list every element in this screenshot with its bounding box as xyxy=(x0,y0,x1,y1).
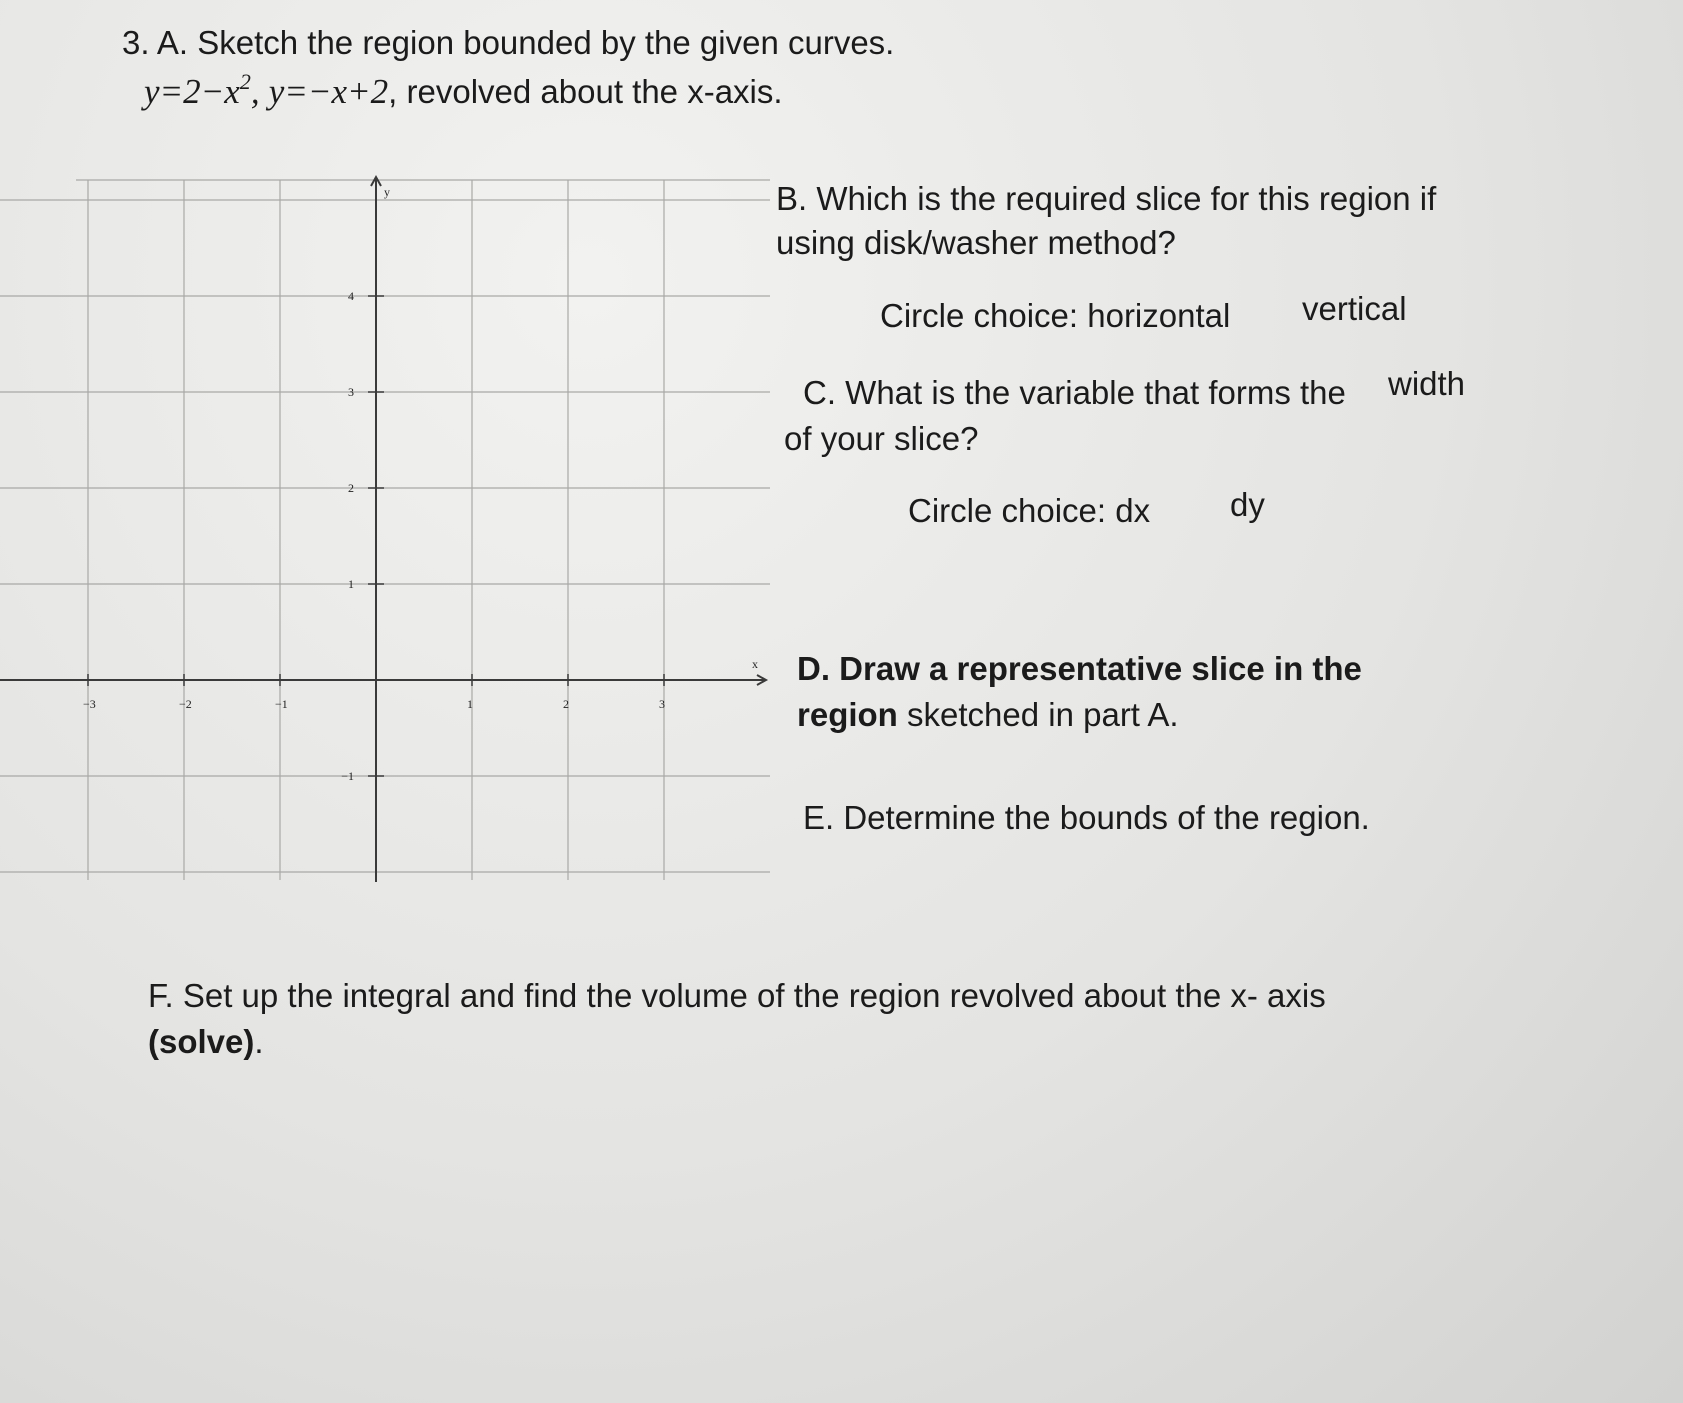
part-a-prompt: 3. A. Sketch the region bounded by the given curves. xyxy=(122,24,895,61)
x-tick-label: 1 xyxy=(467,697,473,711)
y-tick-label: −1 xyxy=(341,769,354,783)
part-f-prompt-line1: F. Set up the integral and find the volume of the region revolved about the x- axis xyxy=(148,977,1326,1014)
x-tick-label: 3 xyxy=(659,697,665,711)
part-b-choice-horizontal[interactable]: Circle choice: horizontal xyxy=(880,297,1231,334)
part-c-prompt-width: width xyxy=(1388,365,1466,402)
part-f-prompt-line2: (solve). xyxy=(148,1023,264,1060)
part-c-choice-dx[interactable]: Circle choice: dx xyxy=(908,492,1151,529)
part-a-revolution: , revolved about the x-axis. xyxy=(388,73,783,110)
part-c-choice-dy[interactable]: dy xyxy=(1230,486,1265,523)
grid-lines xyxy=(0,180,770,880)
part-b-prompt-line1: B. Which is the required slice for this region if xyxy=(776,180,1437,217)
part-c-prompt-line1: C. What is the variable that forms the xyxy=(803,374,1346,411)
part-a-equations: $y=2-x^2$, y=−x+2, revolved about the x-axis. xyxy=(144,69,783,111)
part-b-prompt-line2: using disk/washer method? xyxy=(776,224,1176,261)
coordinate-grid[interactable] xyxy=(0,170,780,890)
part-e-prompt: E. Determine the bounds of the region. xyxy=(803,799,1370,836)
y-tick-labels xyxy=(341,289,384,783)
part-d-prompt-line1: D. Draw a representative slice in the xyxy=(797,650,1362,687)
y-tick-label: 4 xyxy=(348,289,354,303)
x-tick-label: −3 xyxy=(83,697,96,711)
y-tick-label: 3 xyxy=(348,385,354,399)
x-axis-label: x xyxy=(752,657,758,671)
part-c-prompt-line2: of your slice? xyxy=(784,420,979,457)
y-axis-label: y xyxy=(384,185,390,199)
curve-2: y=−x+2 xyxy=(268,72,389,111)
x-tick-label: −1 xyxy=(275,697,288,711)
part-d-prompt-line2: region sketched in part A. xyxy=(797,696,1179,733)
part-b-choice-vertical[interactable]: vertical xyxy=(1302,290,1407,327)
x-tick-label: 2 xyxy=(563,697,569,711)
x-tick-label: −2 xyxy=(179,697,192,711)
curve-1: $y=2-x^2$ xyxy=(144,69,251,111)
y-tick-label: 1 xyxy=(348,577,354,591)
y-tick-label: 2 xyxy=(348,481,354,495)
